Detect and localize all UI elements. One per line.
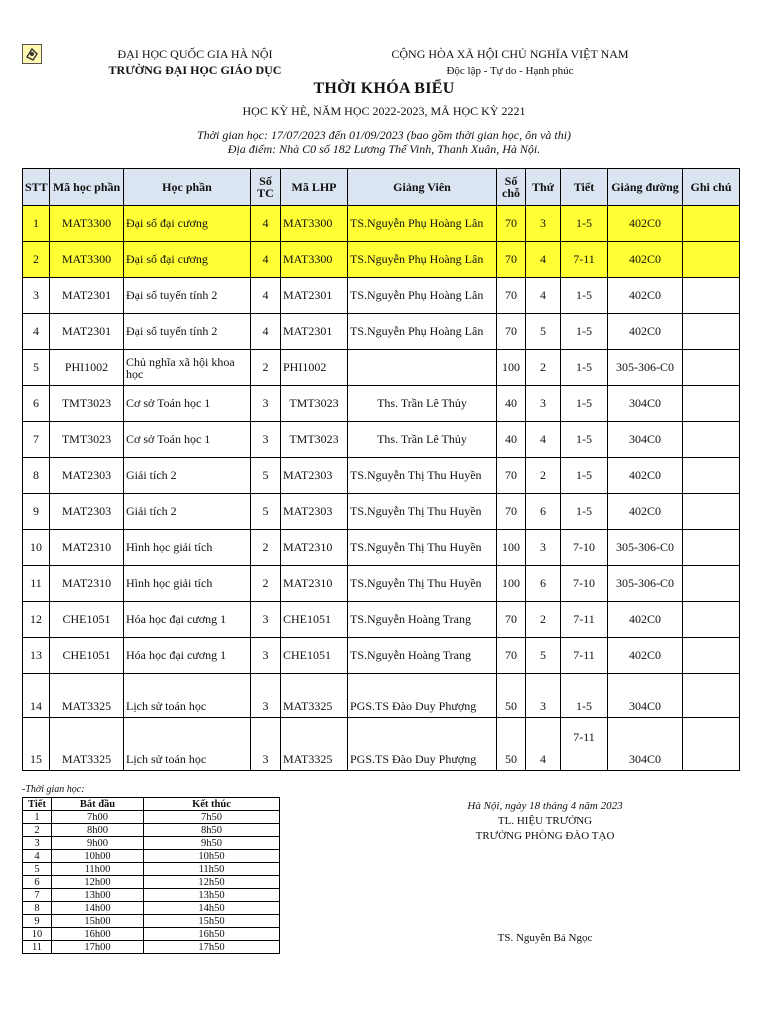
cell-hoc-phan: Hóa học đại cương 1 [124, 602, 251, 638]
col-header-so-cho: Số chỗ [497, 169, 526, 206]
cell-so-cho: 40 [497, 386, 526, 422]
cell-giang-duong: 304C0 [608, 674, 683, 718]
cell-ghi-chu [683, 314, 740, 350]
period-start: 17h00 [52, 941, 144, 954]
cell-ma-lhp: MAT3325 [281, 718, 348, 771]
period-row [23, 928, 280, 941]
period-row [23, 876, 280, 889]
cell-giang-vien: TS.Nguyễn Phụ Hoàng Lân [348, 242, 497, 278]
cell-so-tc: 3 [251, 718, 281, 771]
table-row [23, 422, 740, 458]
cell-so-tc: 4 [251, 278, 281, 314]
table-row [23, 638, 740, 674]
cell-ma-lhp: TMT3023 [281, 422, 348, 458]
period-number: 10 [23, 928, 52, 941]
cell-tiet: 1-5 [561, 386, 608, 422]
cell-ghi-chu [683, 674, 740, 718]
cell-thu: 6 [526, 566, 561, 602]
cell-ghi-chu [683, 718, 740, 771]
cell-giang-vien: TS.Nguyễn Thị Thu Huyền [348, 530, 497, 566]
cell-giang-duong: 402C0 [608, 278, 683, 314]
table-row [23, 278, 740, 314]
table-row [23, 314, 740, 350]
cell-giang-vien: PGS.TS Đào Duy Phượng [348, 674, 497, 718]
cell-so-cho: 70 [497, 206, 526, 242]
cell-thu: 2 [526, 602, 561, 638]
cell-giang-duong: 304C0 [608, 422, 683, 458]
cell-tiet: 1-5 [561, 494, 608, 530]
cell-stt: 11 [23, 566, 50, 602]
cell-so-cho: 50 [497, 674, 526, 718]
cell-so-tc: 5 [251, 494, 281, 530]
col-header-giang-duong: Giảng đường [608, 169, 683, 206]
period-number: 4 [23, 850, 52, 863]
cell-stt: 3 [23, 278, 50, 314]
period-row [23, 941, 280, 954]
cell-thu: 4 [526, 278, 561, 314]
period-end: 10h50 [144, 850, 280, 863]
cell-giang-duong: 402C0 [608, 494, 683, 530]
periods-col-start: Bắt đầu [52, 798, 144, 811]
cell-ma-lhp: MAT2301 [281, 314, 348, 350]
motto: Độc lập - Tự do - Hạnh phúc [446, 65, 574, 77]
cell-ma-lhp: TMT3023 [281, 386, 348, 422]
cell-ma-hoc-phan: MAT3325 [50, 718, 124, 771]
period-start: 7h00 [52, 811, 144, 824]
cell-ma-hoc-phan: CHE1051 [50, 638, 124, 674]
table-row [23, 350, 740, 386]
cell-ma-lhp: MAT2303 [281, 458, 348, 494]
cell-thu: 3 [526, 674, 561, 718]
page-title: THỜI KHÓA BIỂU [313, 80, 455, 97]
cell-stt: 7 [23, 422, 50, 458]
cell-ma-lhp: MAT3300 [281, 206, 348, 242]
period-end: 15h50 [144, 915, 280, 928]
cell-so-cho: 70 [497, 314, 526, 350]
cell-tiet: 1-5 [561, 458, 608, 494]
period-end: 9h50 [144, 837, 280, 850]
document-logo-icon [22, 44, 42, 64]
cell-stt: 12 [23, 602, 50, 638]
cell-stt: 5 [23, 350, 50, 386]
table-row [23, 206, 740, 242]
period-number: 11 [23, 941, 52, 954]
cell-ma-hoc-phan: MAT3300 [50, 206, 124, 242]
cell-tiet: 7-10 [561, 530, 608, 566]
periods-title: -Thời gian học: [22, 784, 85, 795]
cell-stt: 15 [23, 718, 50, 771]
cell-hoc-phan: Lịch sử toán học [124, 674, 251, 718]
cell-hoc-phan: Lịch sử toán học [124, 718, 251, 771]
cell-ghi-chu [683, 278, 740, 314]
table-row [23, 566, 740, 602]
cell-ma-lhp: PHI1002 [281, 350, 348, 386]
cell-so-tc: 3 [251, 638, 281, 674]
period-end: 11h50 [144, 863, 280, 876]
col-header-ma-hoc-phan: Mã học phần [50, 169, 124, 206]
cell-so-cho: 70 [497, 242, 526, 278]
table-row [23, 718, 740, 771]
cell-ghi-chu [683, 494, 740, 530]
cell-giang-duong: 305-306-C0 [608, 350, 683, 386]
cell-tiet: 1-5 [561, 278, 608, 314]
cell-so-tc: 3 [251, 386, 281, 422]
period-row [23, 824, 280, 837]
periods-col-end: Kết thúc [144, 798, 280, 811]
cell-ma-hoc-phan: PHI1002 [50, 350, 124, 386]
period-start: 14h00 [52, 902, 144, 915]
table-header-row [23, 169, 740, 206]
cell-thu: 6 [526, 494, 561, 530]
cell-so-cho: 70 [497, 602, 526, 638]
period-start: 9h00 [52, 837, 144, 850]
period-start: 10h00 [52, 850, 144, 863]
col-header-tiet: Tiết [561, 169, 608, 206]
cell-hoc-phan: Cơ sở Toán học 1 [124, 422, 251, 458]
cell-ghi-chu [683, 350, 740, 386]
signer-name: TS. Nguyễn Bá Ngọc [497, 932, 593, 944]
cell-ma-lhp: MAT2303 [281, 494, 348, 530]
cell-giang-duong: 304C0 [608, 386, 683, 422]
period-row [23, 889, 280, 902]
cell-ma-lhp: MAT2310 [281, 530, 348, 566]
cell-so-tc: 4 [251, 314, 281, 350]
signature-title-2: TRƯỞNG PHÒNG ĐÀO TẠO [475, 830, 615, 842]
cell-ghi-chu [683, 530, 740, 566]
cell-giang-vien: TS.Nguyễn Phụ Hoàng Lân [348, 206, 497, 242]
period-start: 16h00 [52, 928, 144, 941]
period-number: 1 [23, 811, 52, 824]
table-row [23, 386, 740, 422]
col-header-thu: Thứ [526, 169, 561, 206]
period-end: 17h50 [144, 941, 280, 954]
cell-giang-vien: Ths. Trần Lê Thủy [348, 422, 497, 458]
cell-ma-lhp: MAT3300 [281, 242, 348, 278]
schedule-table [22, 168, 740, 771]
cell-hoc-phan: Đại số tuyến tính 2 [124, 278, 251, 314]
cell-giang-duong: 402C0 [608, 458, 683, 494]
cell-thu: 2 [526, 458, 561, 494]
cell-thu: 4 [526, 242, 561, 278]
cell-giang-duong: 402C0 [608, 602, 683, 638]
schedule-body [23, 206, 740, 771]
col-header-ghi-chu: Ghi chú [683, 169, 740, 206]
cell-tiet: 1-5 [561, 314, 608, 350]
cell-giang-duong: 305-306-C0 [608, 566, 683, 602]
table-row [23, 530, 740, 566]
cell-so-tc: 5 [251, 458, 281, 494]
cell-ghi-chu [683, 206, 740, 242]
period-number: 5 [23, 863, 52, 876]
cell-ma-hoc-phan: MAT2310 [50, 566, 124, 602]
cell-giang-duong: 402C0 [608, 206, 683, 242]
period-number: 9 [23, 915, 52, 928]
cell-giang-duong: 402C0 [608, 314, 683, 350]
cell-so-cho: 100 [497, 350, 526, 386]
cell-thu: 2 [526, 350, 561, 386]
cell-giang-duong: 305-306-C0 [608, 530, 683, 566]
cell-ma-hoc-phan: MAT2303 [50, 458, 124, 494]
cell-giang-vien: TS.Nguyễn Hoàng Trang [348, 638, 497, 674]
cell-stt: 14 [23, 674, 50, 718]
cell-stt: 6 [23, 386, 50, 422]
period-row [23, 850, 280, 863]
cell-hoc-phan: Hóa học đại cương 1 [124, 638, 251, 674]
table-row [23, 494, 740, 530]
cell-stt: 9 [23, 494, 50, 530]
table-row [23, 458, 740, 494]
period-end: 14h50 [144, 902, 280, 915]
cell-thu: 4 [526, 718, 561, 771]
cell-ghi-chu [683, 638, 740, 674]
cell-giang-vien: TS.Nguyễn Phụ Hoàng Lân [348, 278, 497, 314]
cell-ma-hoc-phan: MAT2301 [50, 314, 124, 350]
cell-ma-lhp: MAT2301 [281, 278, 348, 314]
cell-ma-hoc-phan: TMT3023 [50, 386, 124, 422]
cell-ma-hoc-phan: MAT2301 [50, 278, 124, 314]
cell-so-tc: 3 [251, 602, 281, 638]
period-end: 12h50 [144, 876, 280, 889]
cell-stt: 1 [23, 206, 50, 242]
cell-ma-hoc-phan: MAT3325 [50, 674, 124, 718]
cell-stt: 13 [23, 638, 50, 674]
cell-hoc-phan: Đại số tuyến tính 2 [124, 314, 251, 350]
period-number: 2 [23, 824, 52, 837]
period-start: 13h00 [52, 889, 144, 902]
cell-so-tc: 3 [251, 422, 281, 458]
cell-giang-duong: 304C0 [608, 718, 683, 771]
cell-giang-vien: TS.Nguyễn Hoàng Trang [348, 602, 497, 638]
cell-tiet: 7-11 [561, 602, 608, 638]
cell-so-tc: 2 [251, 530, 281, 566]
periods-table [22, 797, 280, 954]
study-time-line: Thời gian học: 17/07/2023 đến 01/09/2023 (bao gồm thời gian học, ôn và thi) [196, 128, 572, 142]
cell-thu: 5 [526, 314, 561, 350]
cell-so-tc: 4 [251, 206, 281, 242]
period-start: 12h00 [52, 876, 144, 889]
cell-ghi-chu [683, 242, 740, 278]
period-end: 8h50 [144, 824, 280, 837]
cell-thu: 4 [526, 422, 561, 458]
cell-ma-lhp: MAT3325 [281, 674, 348, 718]
cell-thu: 3 [526, 386, 561, 422]
cell-thu: 3 [526, 206, 561, 242]
cell-so-tc: 4 [251, 242, 281, 278]
cell-hoc-phan: Đại số đại cương [124, 242, 251, 278]
cell-ghi-chu [683, 422, 740, 458]
cell-stt: 2 [23, 242, 50, 278]
school-name: TRƯỜNG ĐẠI HỌC GIÁO DỤC [108, 63, 282, 77]
period-end: 7h50 [144, 811, 280, 824]
cell-so-cho: 70 [497, 458, 526, 494]
table-row [23, 602, 740, 638]
cell-so-cho: 70 [497, 494, 526, 530]
cell-hoc-phan: Đại số đại cương [124, 206, 251, 242]
cell-so-cho: 100 [497, 530, 526, 566]
period-end: 16h50 [144, 928, 280, 941]
cell-thu: 3 [526, 530, 561, 566]
table-row [23, 242, 740, 278]
study-place-line: Địa điểm: Nhà C0 số 182 Lương Thế Vinh, Thanh Xuân, Hà Nội. [227, 142, 541, 156]
cell-ma-hoc-phan: MAT2303 [50, 494, 124, 530]
period-row [23, 915, 280, 928]
period-row [23, 902, 280, 915]
page-subtitle: HỌC KỲ HÈ, NĂM HỌC 2022-2023, MÃ HỌC KỲ 2221 [242, 104, 526, 118]
cell-giang-duong: 402C0 [608, 638, 683, 674]
cell-so-cho: 100 [497, 566, 526, 602]
cell-ma-hoc-phan: CHE1051 [50, 602, 124, 638]
cell-ghi-chu [683, 458, 740, 494]
period-number: 8 [23, 902, 52, 915]
col-header-ma-lhp: Mã LHP [281, 169, 348, 206]
cell-stt: 10 [23, 530, 50, 566]
period-row [23, 863, 280, 876]
country-name: CỘNG HÒA XÃ HỘI CHỦ NGHĨA VIỆT NAM [391, 47, 629, 61]
periods-header-row [23, 798, 280, 811]
cell-so-cho: 40 [497, 422, 526, 458]
col-header-stt: STT [23, 169, 50, 206]
cell-tiet: 1-5 [561, 206, 608, 242]
signature-title-1: TL. HIỆU TRƯỞNG [497, 815, 593, 827]
cell-hoc-phan: Giải tích 2 [124, 458, 251, 494]
cell-ghi-chu [683, 386, 740, 422]
cell-ma-lhp: CHE1051 [281, 638, 348, 674]
cell-hoc-phan: Cơ sở Toán học 1 [124, 386, 251, 422]
period-row [23, 837, 280, 850]
cell-tiet: 7-10 [561, 566, 608, 602]
cell-ma-hoc-phan: MAT3300 [50, 242, 124, 278]
cell-stt: 8 [23, 458, 50, 494]
period-start: 11h00 [52, 863, 144, 876]
period-number: 3 [23, 837, 52, 850]
periods-col-tiet: Tiết [23, 798, 52, 811]
cell-so-tc: 2 [251, 566, 281, 602]
period-number: 7 [23, 889, 52, 902]
cell-ma-lhp: MAT2310 [281, 566, 348, 602]
cell-hoc-phan: Hình học giải tích [124, 530, 251, 566]
cell-ma-hoc-phan: TMT3023 [50, 422, 124, 458]
cell-giang-vien [348, 350, 497, 386]
cell-tiet: 7-11 [561, 718, 608, 771]
cell-ghi-chu [683, 566, 740, 602]
cell-giang-vien: Ths. Trần Lê Thủy [348, 386, 497, 422]
col-header-giang-vien: Giảng Viên [348, 169, 497, 206]
period-end: 13h50 [144, 889, 280, 902]
col-header-hoc-phan: Học phần [124, 169, 251, 206]
cell-so-tc: 2 [251, 350, 281, 386]
period-row [23, 811, 280, 824]
cell-ma-lhp: CHE1051 [281, 602, 348, 638]
cell-giang-vien: TS.Nguyễn Thị Thu Huyền [348, 494, 497, 530]
cell-tiet: 7-11 [561, 638, 608, 674]
period-start: 15h00 [52, 915, 144, 928]
cell-hoc-phan: Chủ nghĩa xã hội khoa học [124, 350, 251, 386]
cell-thu: 5 [526, 638, 561, 674]
signature-date: Hà Nội, ngày 18 tháng 4 năm 2023 [467, 800, 623, 812]
period-number: 6 [23, 876, 52, 889]
cell-ma-hoc-phan: MAT2310 [50, 530, 124, 566]
col-header-so-tc: Số TC [251, 169, 281, 206]
cell-so-tc: 3 [251, 674, 281, 718]
cell-giang-vien: PGS.TS Đào Duy Phượng [348, 718, 497, 771]
cell-tiet: 1-5 [561, 350, 608, 386]
ministry-name: ĐẠI HỌC QUỐC GIA HÀ NỘI [117, 47, 273, 61]
table-row [23, 674, 740, 718]
cell-giang-vien: TS.Nguyễn Phụ Hoàng Lân [348, 314, 497, 350]
cell-giang-vien: TS.Nguyễn Thị Thu Huyền [348, 458, 497, 494]
cell-hoc-phan: Hình học giải tích [124, 566, 251, 602]
cell-tiet: 1-5 [561, 422, 608, 458]
period-start: 8h00 [52, 824, 144, 837]
cell-tiet: 1-5 [561, 674, 608, 718]
cell-tiet: 7-11 [561, 242, 608, 278]
cell-hoc-phan: Giải tích 2 [124, 494, 251, 530]
cell-so-cho: 70 [497, 278, 526, 314]
cell-stt: 4 [23, 314, 50, 350]
cell-ghi-chu [683, 602, 740, 638]
cell-so-cho: 70 [497, 638, 526, 674]
cell-giang-duong: 402C0 [608, 242, 683, 278]
cell-giang-vien: TS.Nguyễn Thị Thu Huyền [348, 566, 497, 602]
cell-so-cho: 50 [497, 718, 526, 771]
